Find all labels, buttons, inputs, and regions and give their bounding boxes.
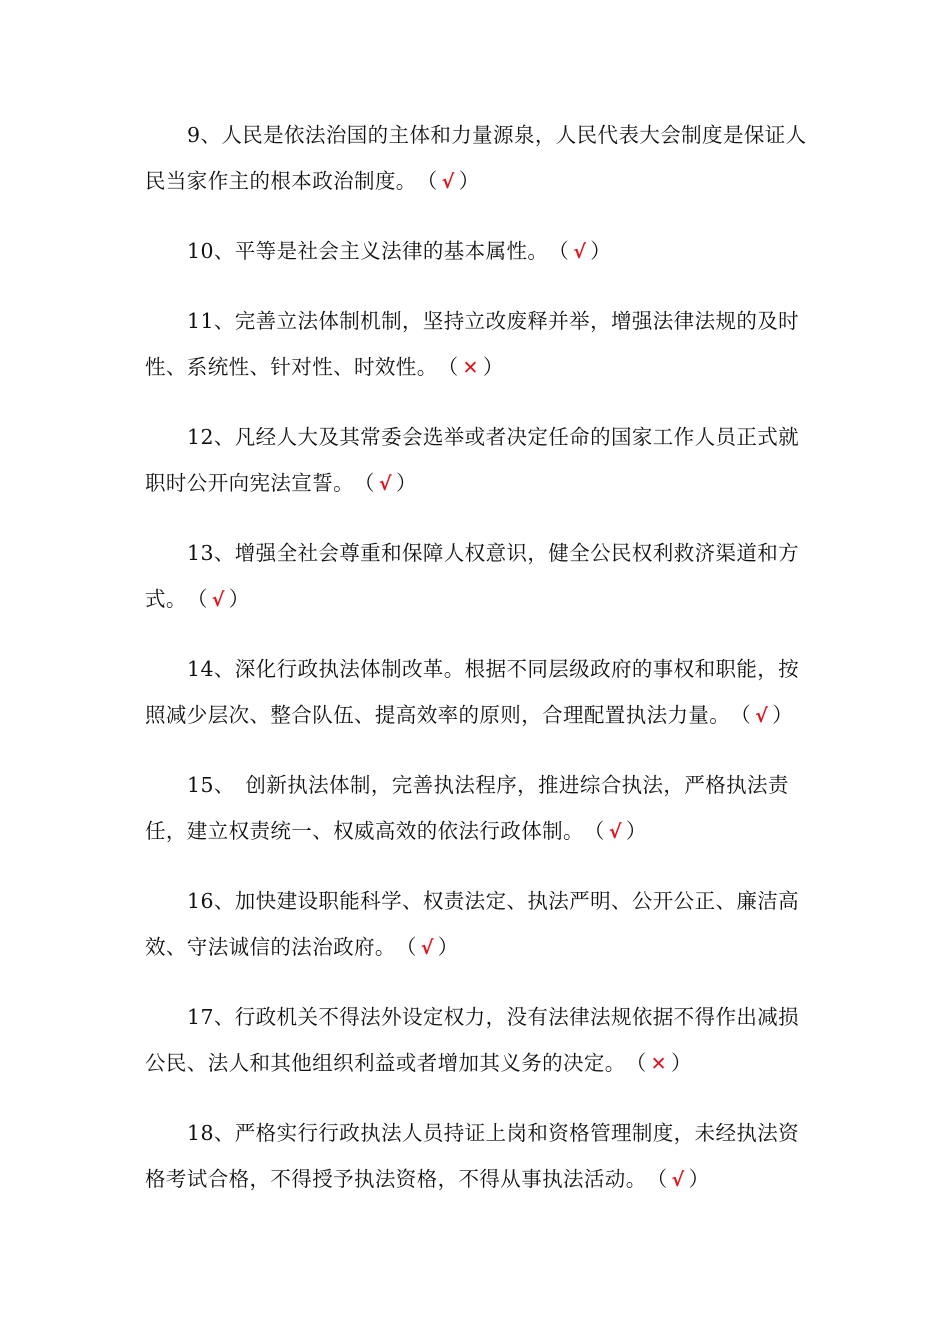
question-item bbox=[145, 878, 815, 971]
question-text: 14、深化行政执法体制改革。根据不同层级政府的事权和职能，按照减少层次、整合队伍、提高效率的原则，合理配置执法力量。 bbox=[145, 657, 800, 727]
check-mark-icon: √ bbox=[608, 821, 622, 843]
paren-close: ） bbox=[395, 471, 417, 495]
paren-close: ） bbox=[625, 819, 647, 843]
question-list bbox=[145, 112, 815, 1226]
paren-open: （ bbox=[354, 471, 375, 495]
check-mark-icon: √ bbox=[378, 473, 392, 495]
paren-close: ） bbox=[590, 239, 612, 263]
paren-open: （ bbox=[646, 1167, 668, 1191]
paren-close: ） bbox=[482, 355, 504, 379]
check-mark-icon: √ bbox=[755, 705, 769, 727]
question-text: 15、 创新执法体制，完善执法程序，推进综合执法，严格执法责任，建立权责统一、权威高效的依法行政体制。 bbox=[145, 773, 789, 843]
question-text: 13、增强全社会尊重和保障人权意识，健全公民权利救济渠道和方式。 bbox=[145, 541, 800, 611]
check-mark-icon: √ bbox=[420, 937, 434, 959]
paren-close: ） bbox=[437, 935, 459, 959]
question-text: 17、行政机关不得法外设定权力，没有法律法规依据不得作出减损公民、法人和其他组织利益或者增加其义务的决定。 bbox=[145, 1005, 800, 1075]
paren-close: ） bbox=[772, 703, 794, 727]
cross-mark-icon: ✕ bbox=[462, 357, 479, 379]
paren-open: （ bbox=[730, 703, 752, 727]
check-mark-icon: √ bbox=[671, 1169, 685, 1191]
question-item bbox=[145, 414, 815, 507]
check-mark-icon: √ bbox=[573, 241, 587, 263]
question-item bbox=[145, 228, 815, 275]
paren-close: ） bbox=[458, 169, 480, 193]
check-mark-icon: √ bbox=[441, 171, 455, 193]
question-item bbox=[145, 1110, 815, 1203]
question-text: 18、严格实行行政执法人员持证上岗和资格管理制度，未经执法资格考试合格，不得授予执法资格，不得从事执法活动。 bbox=[145, 1121, 800, 1191]
question-text: 9、人民是依法治国的主体和力量源泉，人民代表大会制度是保证人民当家作主的根本政治制度。 bbox=[145, 123, 807, 193]
check-mark-icon: √ bbox=[211, 589, 225, 611]
question-item bbox=[145, 646, 815, 739]
question-item bbox=[145, 762, 815, 855]
question-text: 11、完善立法体制机制，坚持立改废释并举，增强法律法规的及时性、系统性、针对性、时效性。 bbox=[145, 309, 800, 379]
paren-close: ） bbox=[688, 1167, 710, 1191]
question-item bbox=[145, 530, 815, 623]
paren-open: （ bbox=[548, 239, 570, 263]
question-item bbox=[145, 298, 815, 391]
question-text: 10、平等是社会主义法律的基本属性。 bbox=[187, 239, 549, 263]
paren-open: （ bbox=[395, 935, 417, 959]
question-text: 16、加快建设职能科学、权责法定、执法严明、公开公正、廉洁高效、守法诚信的法治政府。 bbox=[145, 889, 800, 959]
paren-close: ） bbox=[228, 587, 250, 611]
question-text: 12、凡经人大及其常委会选举或者决定任命的国家工作人员正式就职时公开向宪法宣誓。 bbox=[145, 425, 800, 495]
question-item bbox=[145, 994, 815, 1087]
paren-open: （ bbox=[583, 819, 605, 843]
paren-open: （ bbox=[625, 1051, 647, 1075]
paren-open: （ bbox=[437, 355, 459, 379]
cross-mark-icon: ✕ bbox=[650, 1053, 667, 1075]
paren-open: （ bbox=[186, 587, 208, 611]
question-item bbox=[145, 112, 815, 205]
paren-close: ） bbox=[670, 1051, 692, 1075]
paren-open: （ bbox=[416, 169, 438, 193]
